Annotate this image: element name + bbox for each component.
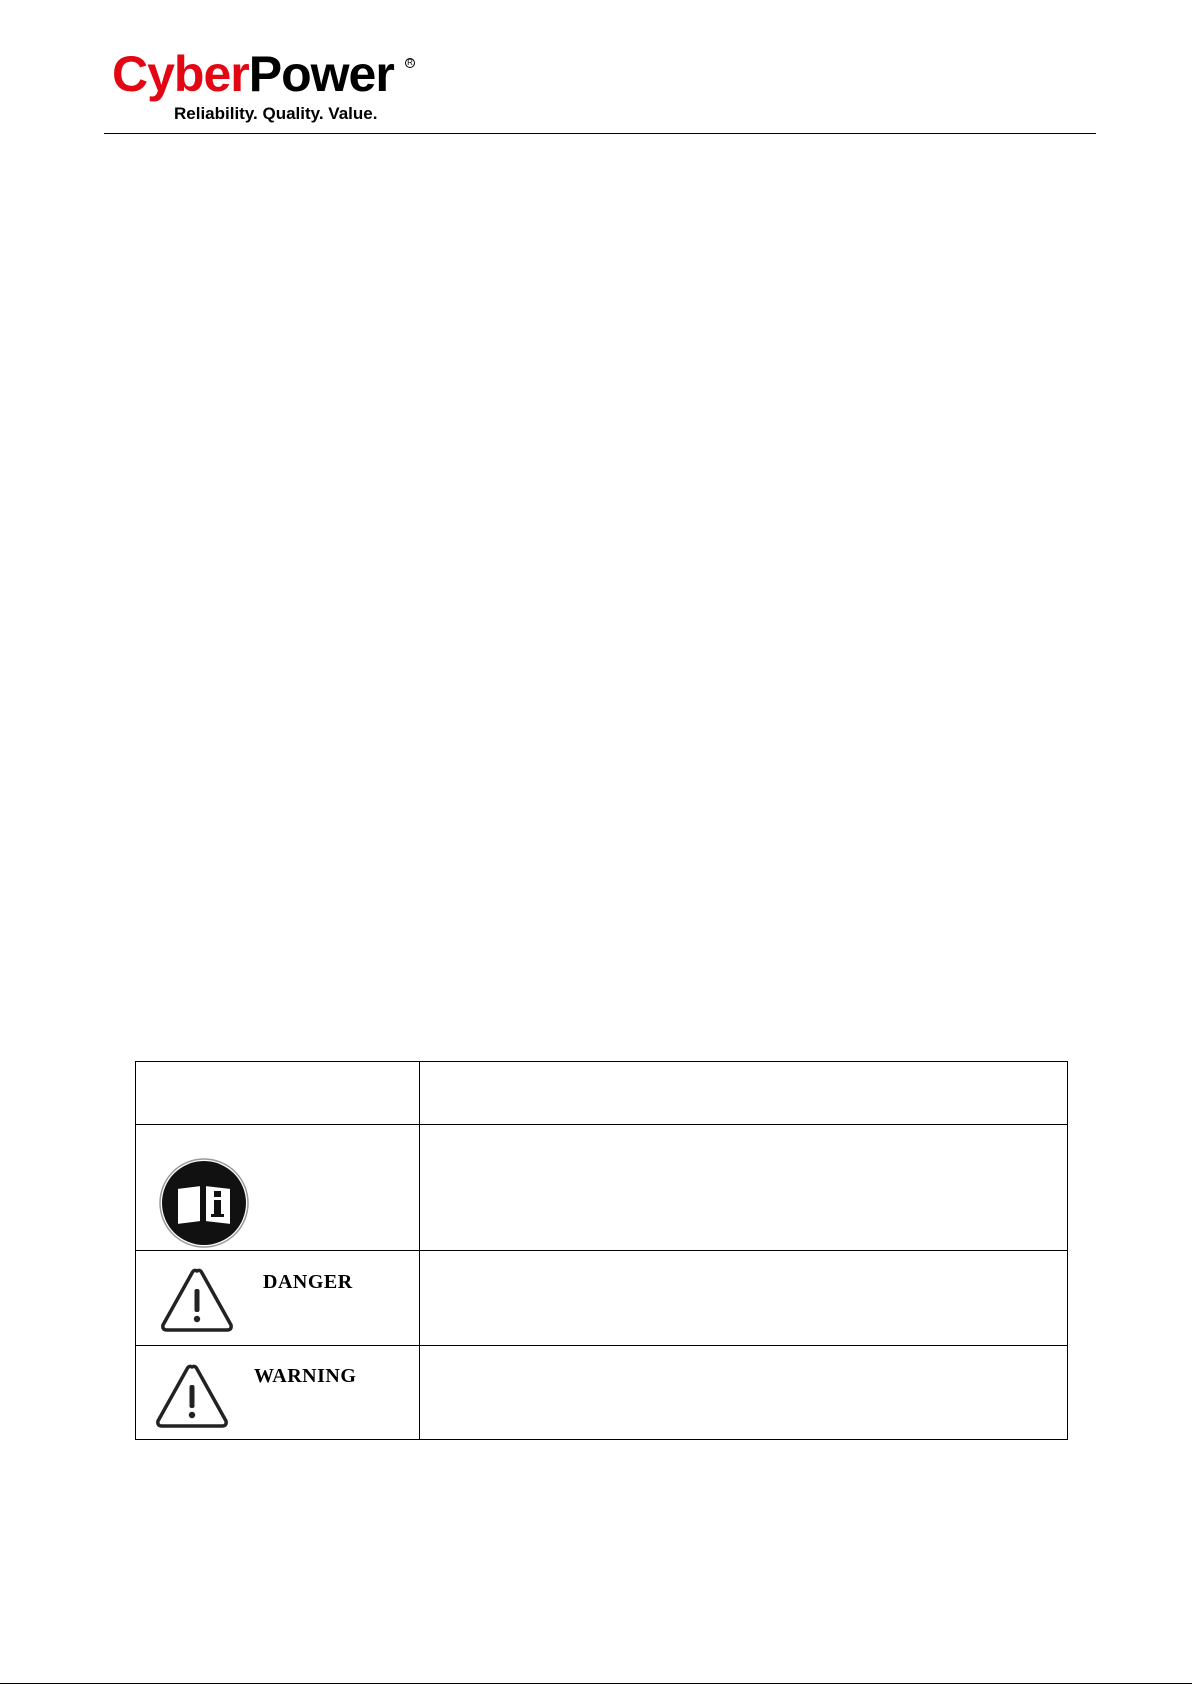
description-cell — [420, 1251, 1068, 1346]
symbol-cell — [136, 1251, 420, 1346]
description-cell — [420, 1346, 1068, 1440]
registered-mark-icon: R — [405, 58, 415, 68]
safety-symbols-table — [135, 1061, 1068, 1440]
table-row — [136, 1251, 1068, 1346]
danger-label: DANGER — [263, 1271, 353, 1293]
manual-info-icon — [159, 1158, 249, 1248]
logo-wordmark — [112, 44, 394, 104]
description-cell — [420, 1125, 1068, 1251]
table-row — [136, 1125, 1068, 1251]
header-cell-description — [420, 1062, 1068, 1125]
footer-divider — [0, 1683, 1192, 1684]
warning-triangle-icon — [155, 1363, 229, 1429]
table-row — [136, 1346, 1068, 1440]
table-header-row — [136, 1062, 1068, 1125]
header-cell-symbol — [136, 1062, 420, 1125]
cyberpower-logo — [112, 44, 432, 128]
logo-power-text: Power — [248, 46, 394, 102]
symbol-cell — [136, 1346, 420, 1440]
logo-tagline: Reliability. Quality. Value. — [174, 104, 378, 123]
symbol-cell — [136, 1125, 420, 1251]
logo-cyber-text: Cyber — [112, 46, 249, 102]
warning-triangle-icon — [160, 1267, 234, 1333]
warning-label: WARNING — [254, 1365, 357, 1387]
header-divider — [104, 133, 1096, 134]
